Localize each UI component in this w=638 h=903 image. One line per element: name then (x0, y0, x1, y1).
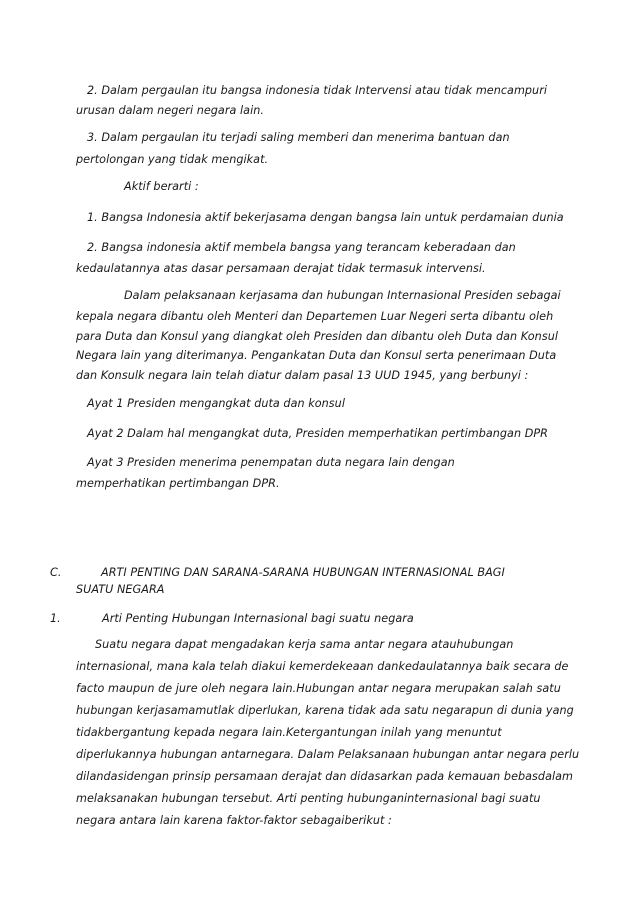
aktif-point-2-line-2: kedaulatannya atas dasar persamaan derajat tidak termasuk intervensi. (76, 262, 486, 275)
section-c-title-line-1: ARTI PENTING DAN SARANA-SARANA HUBUNGAN INTERNASIONAL BAGI (101, 566, 505, 579)
aktif-heading: Aktif berarti : (124, 180, 199, 193)
aktif-point-2-line-1: 2. Bangsa indonesia aktif membela bangsa yang terancam keberadaan dan (87, 241, 516, 254)
paragraph-2-line-4: hubungan kerjasamamutlak diperlukan, karena tidak ada satu negarapun di dunia yang (76, 704, 574, 717)
point-3-line-2: pertolongan yang tidak mengikat. (76, 153, 269, 166)
ayat-2: Ayat 2 Dalam hal mengangkat duta, Presiden memperhatikan pertimbangan DPR (87, 427, 548, 440)
paragraph-2-line-5: tidakbergantung kepada negara lain.Ketergantungan inilah yang menuntut (76, 726, 502, 739)
aktif-point-1: 1. Bangsa Indonesia aktif bekerjasama dengan bangsa lain untuk perdamaian dunia (87, 211, 564, 224)
paragraph-2-line-3: facto maupun de jure oleh negara lain.Hubungan antar negara merupakan salah satu (76, 682, 561, 695)
paragraph-2-line-1: Suatu negara dapat mengadakan kerja sama antar negara atauhubungan (95, 638, 514, 651)
subsection-1-label: 1. (50, 612, 61, 625)
paragraph-1-line-3: para Duta dan Konsul yang diangkat oleh Presiden dan dibantu oleh Duta dan Konsul (76, 330, 559, 343)
ayat-3-line-2: memperhatikan pertimbangan DPR. (76, 477, 280, 490)
paragraph-2-line-7: dilandasidengan prinsip persamaan derajat dan didasarkan pada kemauan bebasdalam (76, 770, 574, 783)
paragraph-2-line-2: internasional, mana kala telah diakui kemerdekeaan dankedaulatannya baik secara de (76, 660, 569, 673)
section-c-title-line-2: SUATU NEGARA (76, 583, 165, 596)
paragraph-1-line-5: dan Konsulk negara lain telah diatur dalam pasal 13 UUD 1945, yang berbunyi : (76, 369, 529, 382)
paragraph-1-line-2: kepala negara dibantu oleh Menteri dan Departemen Luar Negeri serta dibantu oleh (76, 310, 554, 323)
point-2-line-1: 2. Dalam pergaulan itu bangsa indonesia tidak Intervensi atau tidak mencampuri (87, 84, 547, 97)
paragraph-1-line-4: Negara lain yang diterimanya. Pengankatan Duta dan Konsul serta penerimaan Duta (76, 349, 557, 362)
paragraph-2-line-6: diperlukannya hubungan antarnegara. Dalam Pelaksanaan hubungan antar negara perlu (76, 748, 580, 761)
subsection-1-title: Arti Penting Hubungan Internasional bagi suatu negara (102, 612, 414, 625)
paragraph-1-line-1: Dalam pelaksanaan kerjasama dan hubungan Internasional Presiden sebagai (124, 289, 561, 302)
ayat-3-line-1: Ayat 3 Presiden menerima penempatan duta negara lain dengan (87, 456, 455, 469)
point-2-line-2: urusan dalam negeri negara lain. (76, 104, 264, 117)
point-3-line-1: 3. Dalam pergaulan itu terjadi saling memberi dan menerima bantuan dan (87, 131, 510, 144)
paragraph-2-line-8: melaksanakan hubungan tersebut. Arti penting hubunganinternasional bagi suatu (76, 792, 541, 805)
ayat-1: Ayat 1 Presiden mengangkat duta dan konsul (87, 397, 345, 410)
paragraph-2-line-9: negara antara lain karena faktor-faktor sebagaiberikut : (76, 814, 392, 827)
section-c-label: C. (50, 566, 62, 579)
